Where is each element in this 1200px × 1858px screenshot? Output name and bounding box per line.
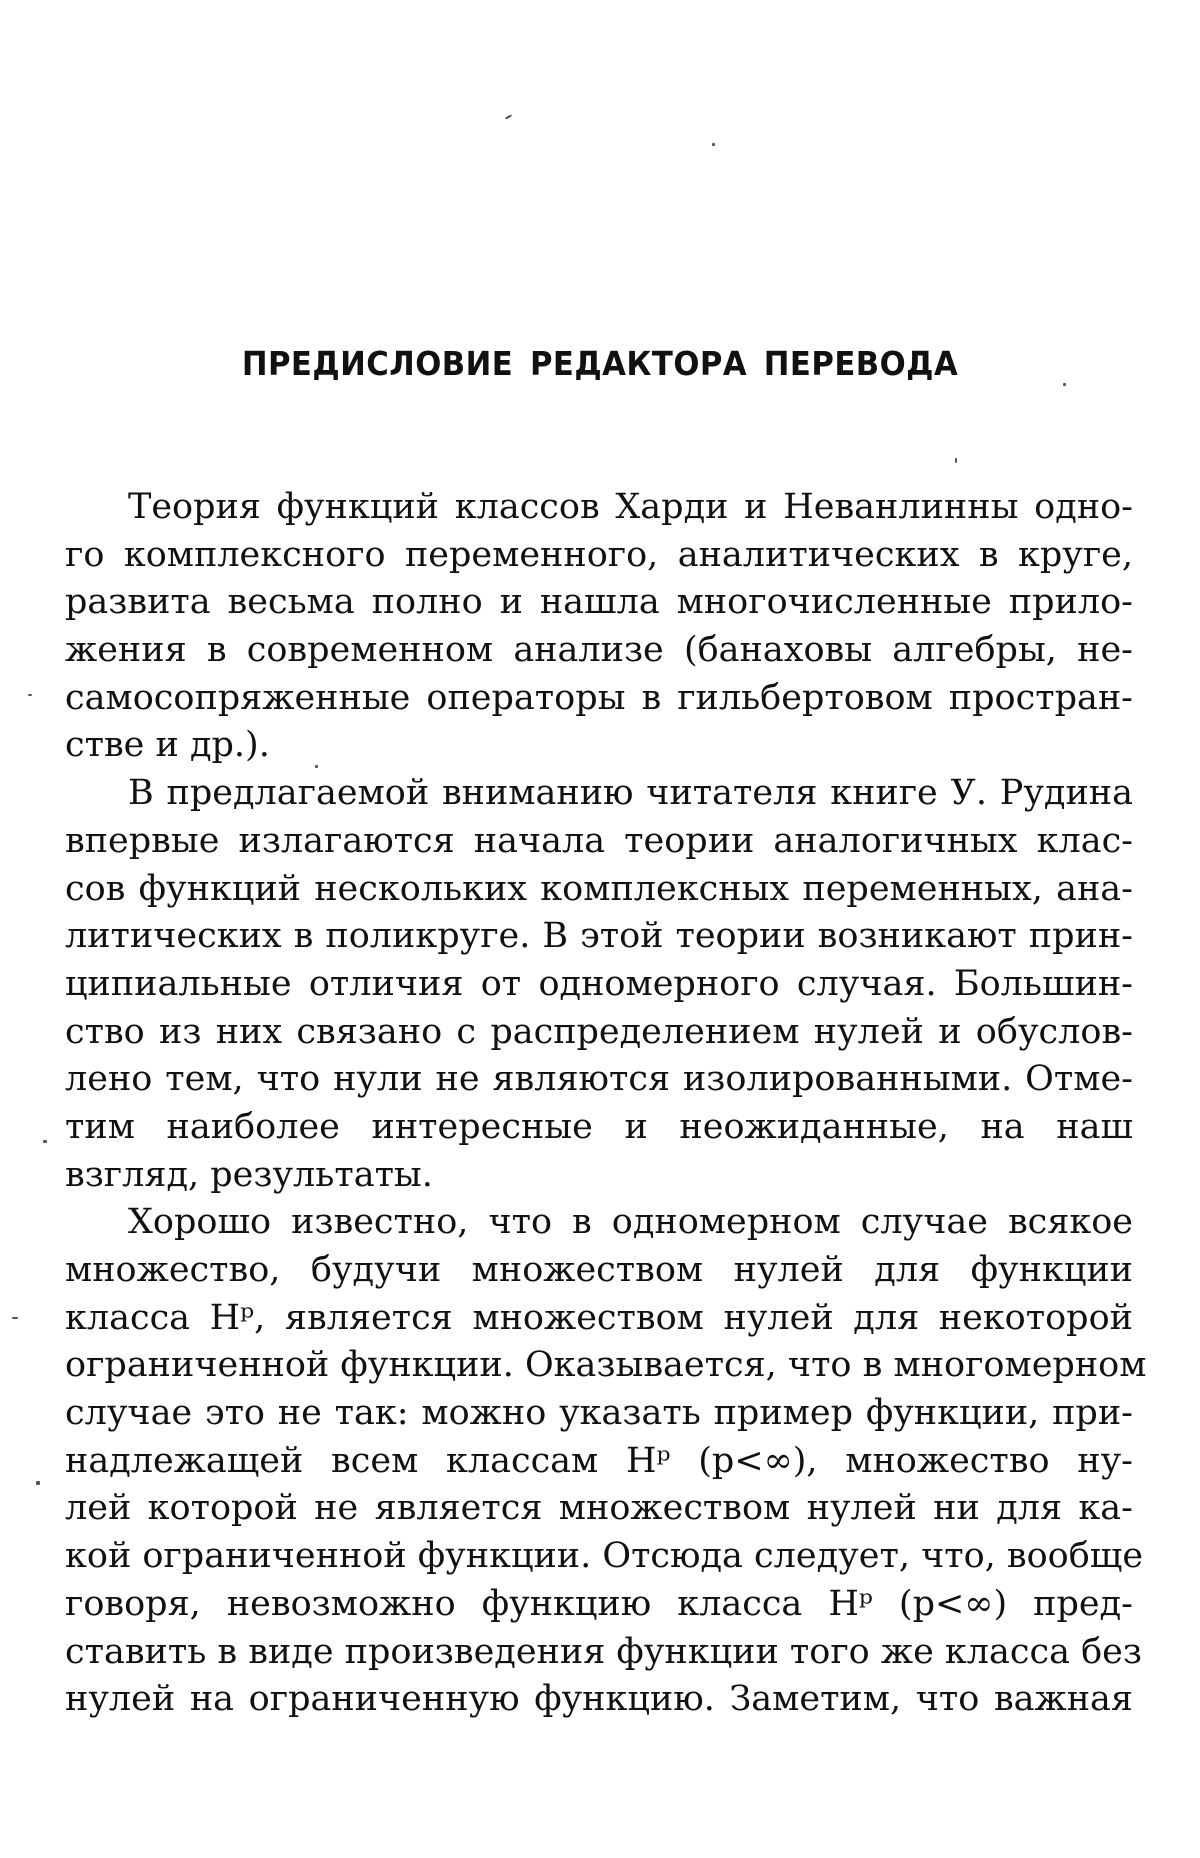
text-line: ограниченной функции. Оказывается, что в многомерном: [65, 1345, 1147, 1386]
scan-speck: [43, 1140, 47, 1143]
scan-speck: [712, 143, 715, 146]
text-line: нулей на ограниченную функцию. Заметим, что важная: [65, 1679, 1133, 1720]
text-line: ставить в виде произведения функции того же класса без: [65, 1631, 1142, 1672]
scan-speck: [36, 1481, 40, 1485]
paragraph-2: [65, 770, 1133, 1199]
text-line: В предлагаемой вниманию читателя книге У. Рудина: [128, 773, 1133, 814]
paragraph-3: [65, 1199, 1147, 1724]
text-line: литических в поликруге. В этой теории возникают прин-: [65, 916, 1133, 957]
page-title: ПРЕДИСЛОВИЕ РЕДАКТОРА ПЕРЕВОДА: [241, 344, 959, 383]
scan-speck: [1063, 383, 1066, 386]
text-line: Теория функций классов Харди и Неванлинны одно-: [128, 487, 1133, 527]
text-line: сов функций нескольких комплексных переменных, ана-: [65, 868, 1133, 909]
scan-speck: [12, 1317, 18, 1319]
text-line: развита весьма полно и нашла многочисленные прило-: [65, 582, 1133, 623]
text-line: говоря, невозможно функцию класса Hᵖ (p<∞) пред-: [65, 1583, 1133, 1624]
text-line: тим наиболее интересные и неожиданные, на наш: [65, 1106, 1133, 1147]
text-line: лей которой не является множеством нулей ни для ка-: [65, 1488, 1133, 1529]
scan-speck: [315, 765, 318, 768]
text-line: ципиальные отличия от одномерного случая. Большин-: [65, 963, 1133, 1004]
text-line: жения в современном анализе (банаховы алгебры, не-: [65, 630, 1133, 671]
text-line: взгляд, результаты.: [65, 1154, 433, 1195]
scan-speck: [955, 458, 957, 463]
text-line: лено тем, что нули не являются изолированными. Отме-: [65, 1059, 1133, 1100]
text-line: Хорошо известно, что в одномерном случае всякое: [128, 1202, 1133, 1243]
text-line: ство из них связано с распределением нулей и обуслов-: [65, 1011, 1133, 1052]
paragraph-1: [65, 484, 1133, 770]
body-text: [65, 484, 1147, 1724]
text-line: стве и др.).: [65, 725, 270, 766]
scan-speck: [505, 114, 512, 119]
text-line: впервые излагаются начала теории аналогичных клас-: [65, 820, 1133, 861]
text-line: множество, будучи множеством нулей для функции: [65, 1250, 1133, 1290]
text-line: самосопряженные операторы в гильбертовом простран-: [65, 677, 1133, 718]
text-line: класса Hᵖ, является множеством нулей для некоторой: [65, 1297, 1133, 1338]
text-line: случае это не так: можно указать пример функции, при-: [65, 1393, 1133, 1434]
text-line: надлежащей всем классам Hᵖ (p<∞), множество ну-: [65, 1440, 1133, 1481]
text-line: кой ограниченной функции. Отсюда следует, что, вообще: [65, 1536, 1144, 1577]
scan-speck: [28, 694, 32, 696]
text-line: го комплексного переменного, аналитических в круге,: [65, 534, 1133, 575]
